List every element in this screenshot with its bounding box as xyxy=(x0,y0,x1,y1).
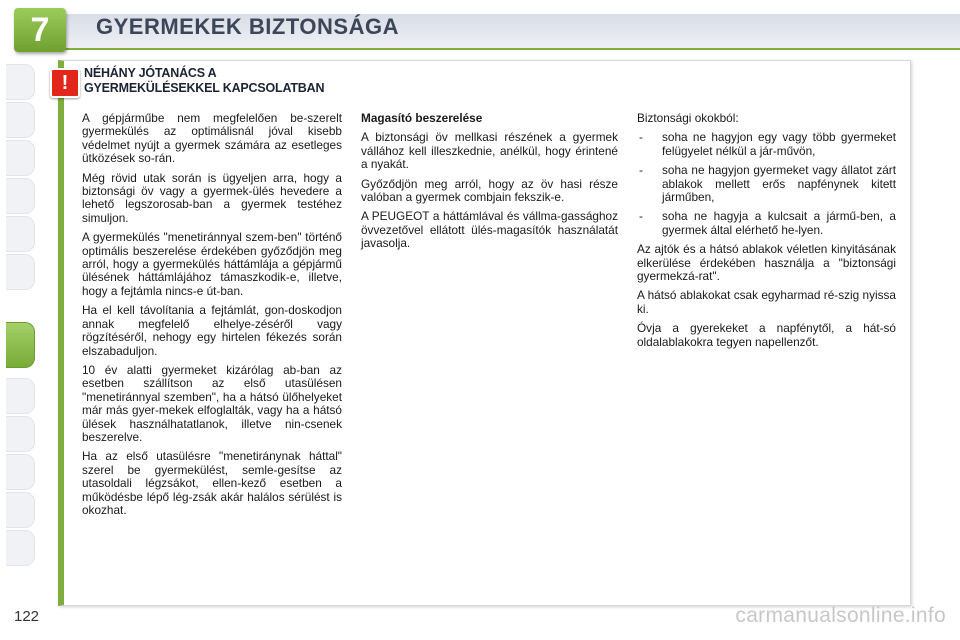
paragraph: 10 év alatti gyermeket kizárólag ab-ban az esetben szállítson az első utasülésen "menetiránnyal szemben", ha a hátsó ülőhelyeket már más gyer-mekek elfoglalták, vagy ha a hátsó ülések használhatatlanok, illetve nin-csenek beszerelve. xyxy=(82,362,342,444)
chapter-tab-2[interactable] xyxy=(6,102,35,138)
paragraph: A biztonsági öv mellkasi részének a gyermek vállához kell illeszkednie, anélkül, hogy érintené a nyakát. xyxy=(361,130,618,172)
paragraph: Az ajtók és a hátsó ablakok véletlen kinyitásának elkerülése érdekében használja a "biztonsági gyermekzá-rat". xyxy=(637,242,896,284)
section-title-line-2: GYERMEKÜLÉSEKKEL KAPCSOLATBAN xyxy=(84,81,325,95)
page-number: 122 xyxy=(14,608,40,625)
warning-icon xyxy=(50,68,80,98)
list-item: - soha ne hagyjon egy vagy több gyermeket felügyelet nélkül a jár-művön, xyxy=(637,131,896,158)
paragraph: Ha el kell távolítania a fejtámlát, gon-doskodjon annak megfelelő elhelye-zéséről vagy rögzítéséről, nehogy egy hirtelen fékezés során elszabaduljon. xyxy=(82,303,342,358)
chapter-tab-6[interactable] xyxy=(6,254,35,290)
paragraph: A hátsó ablakokat csak egyharmad ré-szig nyissa ki. xyxy=(637,288,896,316)
page-title: GYERMEKEK BIZTONSÁGA xyxy=(96,14,399,39)
text-column-2 xyxy=(361,112,618,257)
chapter-tab-10[interactable] xyxy=(6,454,35,490)
page-header xyxy=(0,0,960,56)
list-item: - soha ne hagyja a kulcsait a jármű-ben, a gyermek által elérhető he-lyen. xyxy=(637,210,896,237)
bullet-list xyxy=(637,131,896,237)
section-title xyxy=(84,66,324,96)
text-column-1 xyxy=(82,112,342,523)
chapter-tab-4[interactable] xyxy=(6,178,35,214)
paragraph: Még rövid utak során is ügyeljen arra, hogy a biztonsági öv vagy a gyermek-ülés hevedere a lehető legszorosab-ban a gyermek testéhez simuljon. xyxy=(82,170,342,225)
chapter-tab-8[interactable] xyxy=(6,378,35,414)
chapter-number: 7 xyxy=(30,11,50,49)
paragraph-intro: Biztonsági okokból: xyxy=(637,111,739,125)
warning-mark: ! xyxy=(61,72,69,94)
chapter-tab-12[interactable] xyxy=(6,530,35,566)
chapter-tabs xyxy=(0,60,40,600)
list-item: - soha ne hagyjon gyermeket vagy állatot zárt ablakok mellett erős napfénynek kitett járműben, xyxy=(637,164,896,204)
text-column-3 xyxy=(637,112,896,355)
paragraph: Ha az első utasülésre "menetiránynak háttal" szerel be gyermekülést, semle-gesítse az utasoldali légzsákot, ellen-kező esetben a működésbe lépő lég-zsák akár halálos sérülést is okozhat. xyxy=(82,449,342,517)
paragraph: Óvja a gyerekeket a napfénytől, a hát-só oldalablakokra tegyen napellenzőt. xyxy=(637,321,896,349)
chapter-tab-3[interactable] xyxy=(6,140,35,176)
paragraph: Győződjön meg arról, hogy az öv hasi része valóban a gyermek combjain fekszik-e. xyxy=(361,176,618,205)
chapter-tab-1[interactable] xyxy=(6,64,35,100)
chapter-tab-9[interactable] xyxy=(6,416,35,452)
watermark: carmanualsonline.info xyxy=(735,604,946,627)
chapter-tab-7-active[interactable] xyxy=(6,322,35,368)
section-title-line-1: NÉHÁNY JÓTANÁCS A xyxy=(84,66,217,80)
paragraph: A PEUGEOT a háttámlával és vállma-gassághoz övvezetővel ellátott ülés-magasítók használatát javasolja. xyxy=(361,209,618,251)
chapter-tab-11[interactable] xyxy=(6,492,35,528)
column-heading: Magasító beszerelése xyxy=(361,111,483,125)
paragraph: A gépjárműbe nem megfelelően be-szerelt gyermekülés az optimálisnál jóval kisebb védelmet nyújt a gyermek számára az esetleges ütközések so-rán. xyxy=(82,111,342,166)
paragraph: A gyermekülés "menetiránnyal szem-ben" történő optimális beszerelése érdekében győződjön meg arról, hogy a gyermekülés háttámlája a gépjármű ülésének háttámlájához támaszkodik-e, illetve, hogy a fejtámla nincs-e út-ban. xyxy=(82,230,342,298)
chapter-badge xyxy=(14,8,66,52)
chapter-tab-5[interactable] xyxy=(6,216,35,252)
